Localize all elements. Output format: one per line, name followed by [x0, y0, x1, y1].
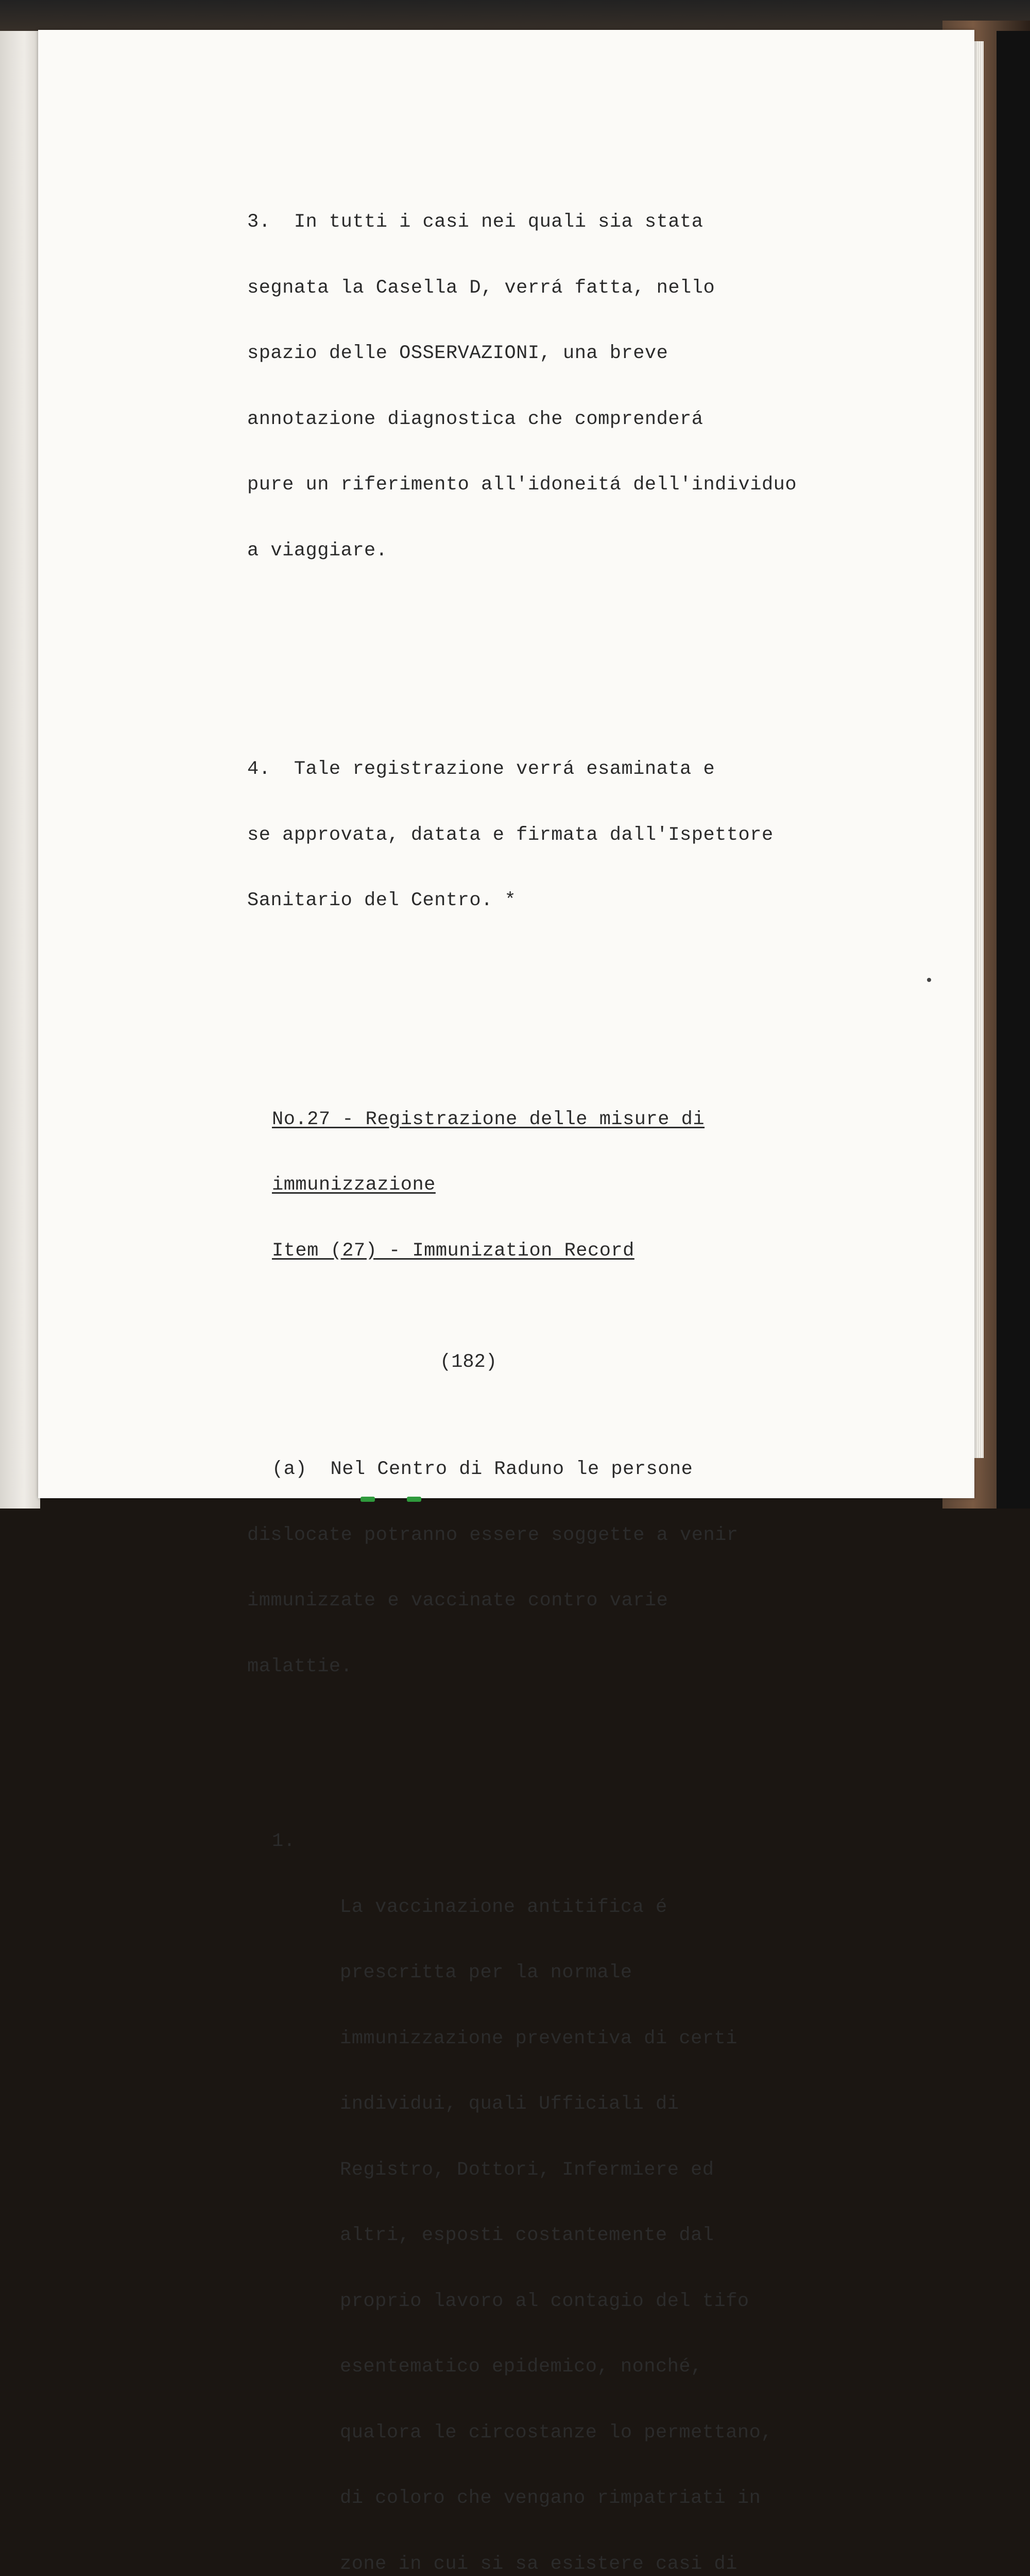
- text-line: altri, esposti costantemente dal: [340, 2225, 714, 2246]
- text-line: immunizzazione preventiva di certi: [340, 2027, 737, 2049]
- text-line: individui, quali Ufficiali di: [340, 2093, 679, 2115]
- item-4-paragraph: [247, 715, 906, 956]
- text-line: qualora le circostanze lo permettano,: [340, 2421, 773, 2444]
- text-line: malattie.: [247, 1655, 353, 1677]
- ink-speck: [927, 978, 931, 982]
- page-body: [247, 124, 906, 2576]
- text-line: immunizzate e vaccinate contro varie: [247, 1590, 668, 1612]
- document-page: [38, 30, 974, 2575]
- green-tab-mark: [407, 1497, 421, 1502]
- subitem-number: 1.: [272, 1831, 296, 1852]
- facing-page-edge: [0, 31, 40, 1509]
- heading-line: Item (27) - Immunization Record: [272, 1240, 634, 1262]
- text-line: annotazione diagnostica che comprenderá: [247, 408, 703, 430]
- subitem-1: [247, 1831, 906, 2576]
- page-number: (182): [440, 1351, 497, 1373]
- text-line: a viaggiare.: [247, 539, 388, 562]
- text-line: di coloro che vengano rimpatriati in: [340, 2487, 761, 2509]
- text-line: Registro, Dottori, Infermiere ed: [340, 2159, 714, 2181]
- text-line: Sanitario del Centro. *: [247, 890, 517, 911]
- text-line: proprio lavoro al contagio del tifo: [340, 2290, 749, 2312]
- text-line: segnata la Casella D, verrá fatta, nello: [247, 277, 715, 299]
- text-line: spazio delle OSSERVAZIONI, una breve: [247, 343, 668, 364]
- text-line: pure un riferimento all'idoneitá dell'individuo: [247, 474, 797, 496]
- text-line: prescritta per la normale: [340, 1962, 632, 1984]
- text-line: 4. Tale registrazione verrá esaminata e: [247, 758, 715, 780]
- text-line: 3. In tutti i casi nei quali sia stata: [247, 211, 703, 233]
- text-line: La vaccinazione antitifica é: [340, 1896, 667, 1918]
- heading-line: No.27 - Registrazione delle misure di: [272, 1108, 705, 1130]
- text-line: dislocate potranno essere soggette a venir: [247, 1524, 739, 1546]
- paragraph-a: [247, 1415, 906, 1721]
- text-line: (a) Nel Centro di Raduno le persone: [272, 1459, 693, 1480]
- item-3-paragraph: [247, 167, 906, 605]
- section-heading: [247, 1065, 906, 1306]
- text-line: zone in cui si sa esistere casi di: [340, 2553, 737, 2575]
- text-line: se approvata, datata e firmata dall'Ispettore: [247, 824, 774, 846]
- green-tab-mark: [360, 1497, 375, 1502]
- heading-line: immunizzazione: [272, 1174, 436, 1196]
- binding-shadow: [997, 31, 1030, 1509]
- text-line: esentematico epidemico, nonché,: [340, 2356, 702, 2378]
